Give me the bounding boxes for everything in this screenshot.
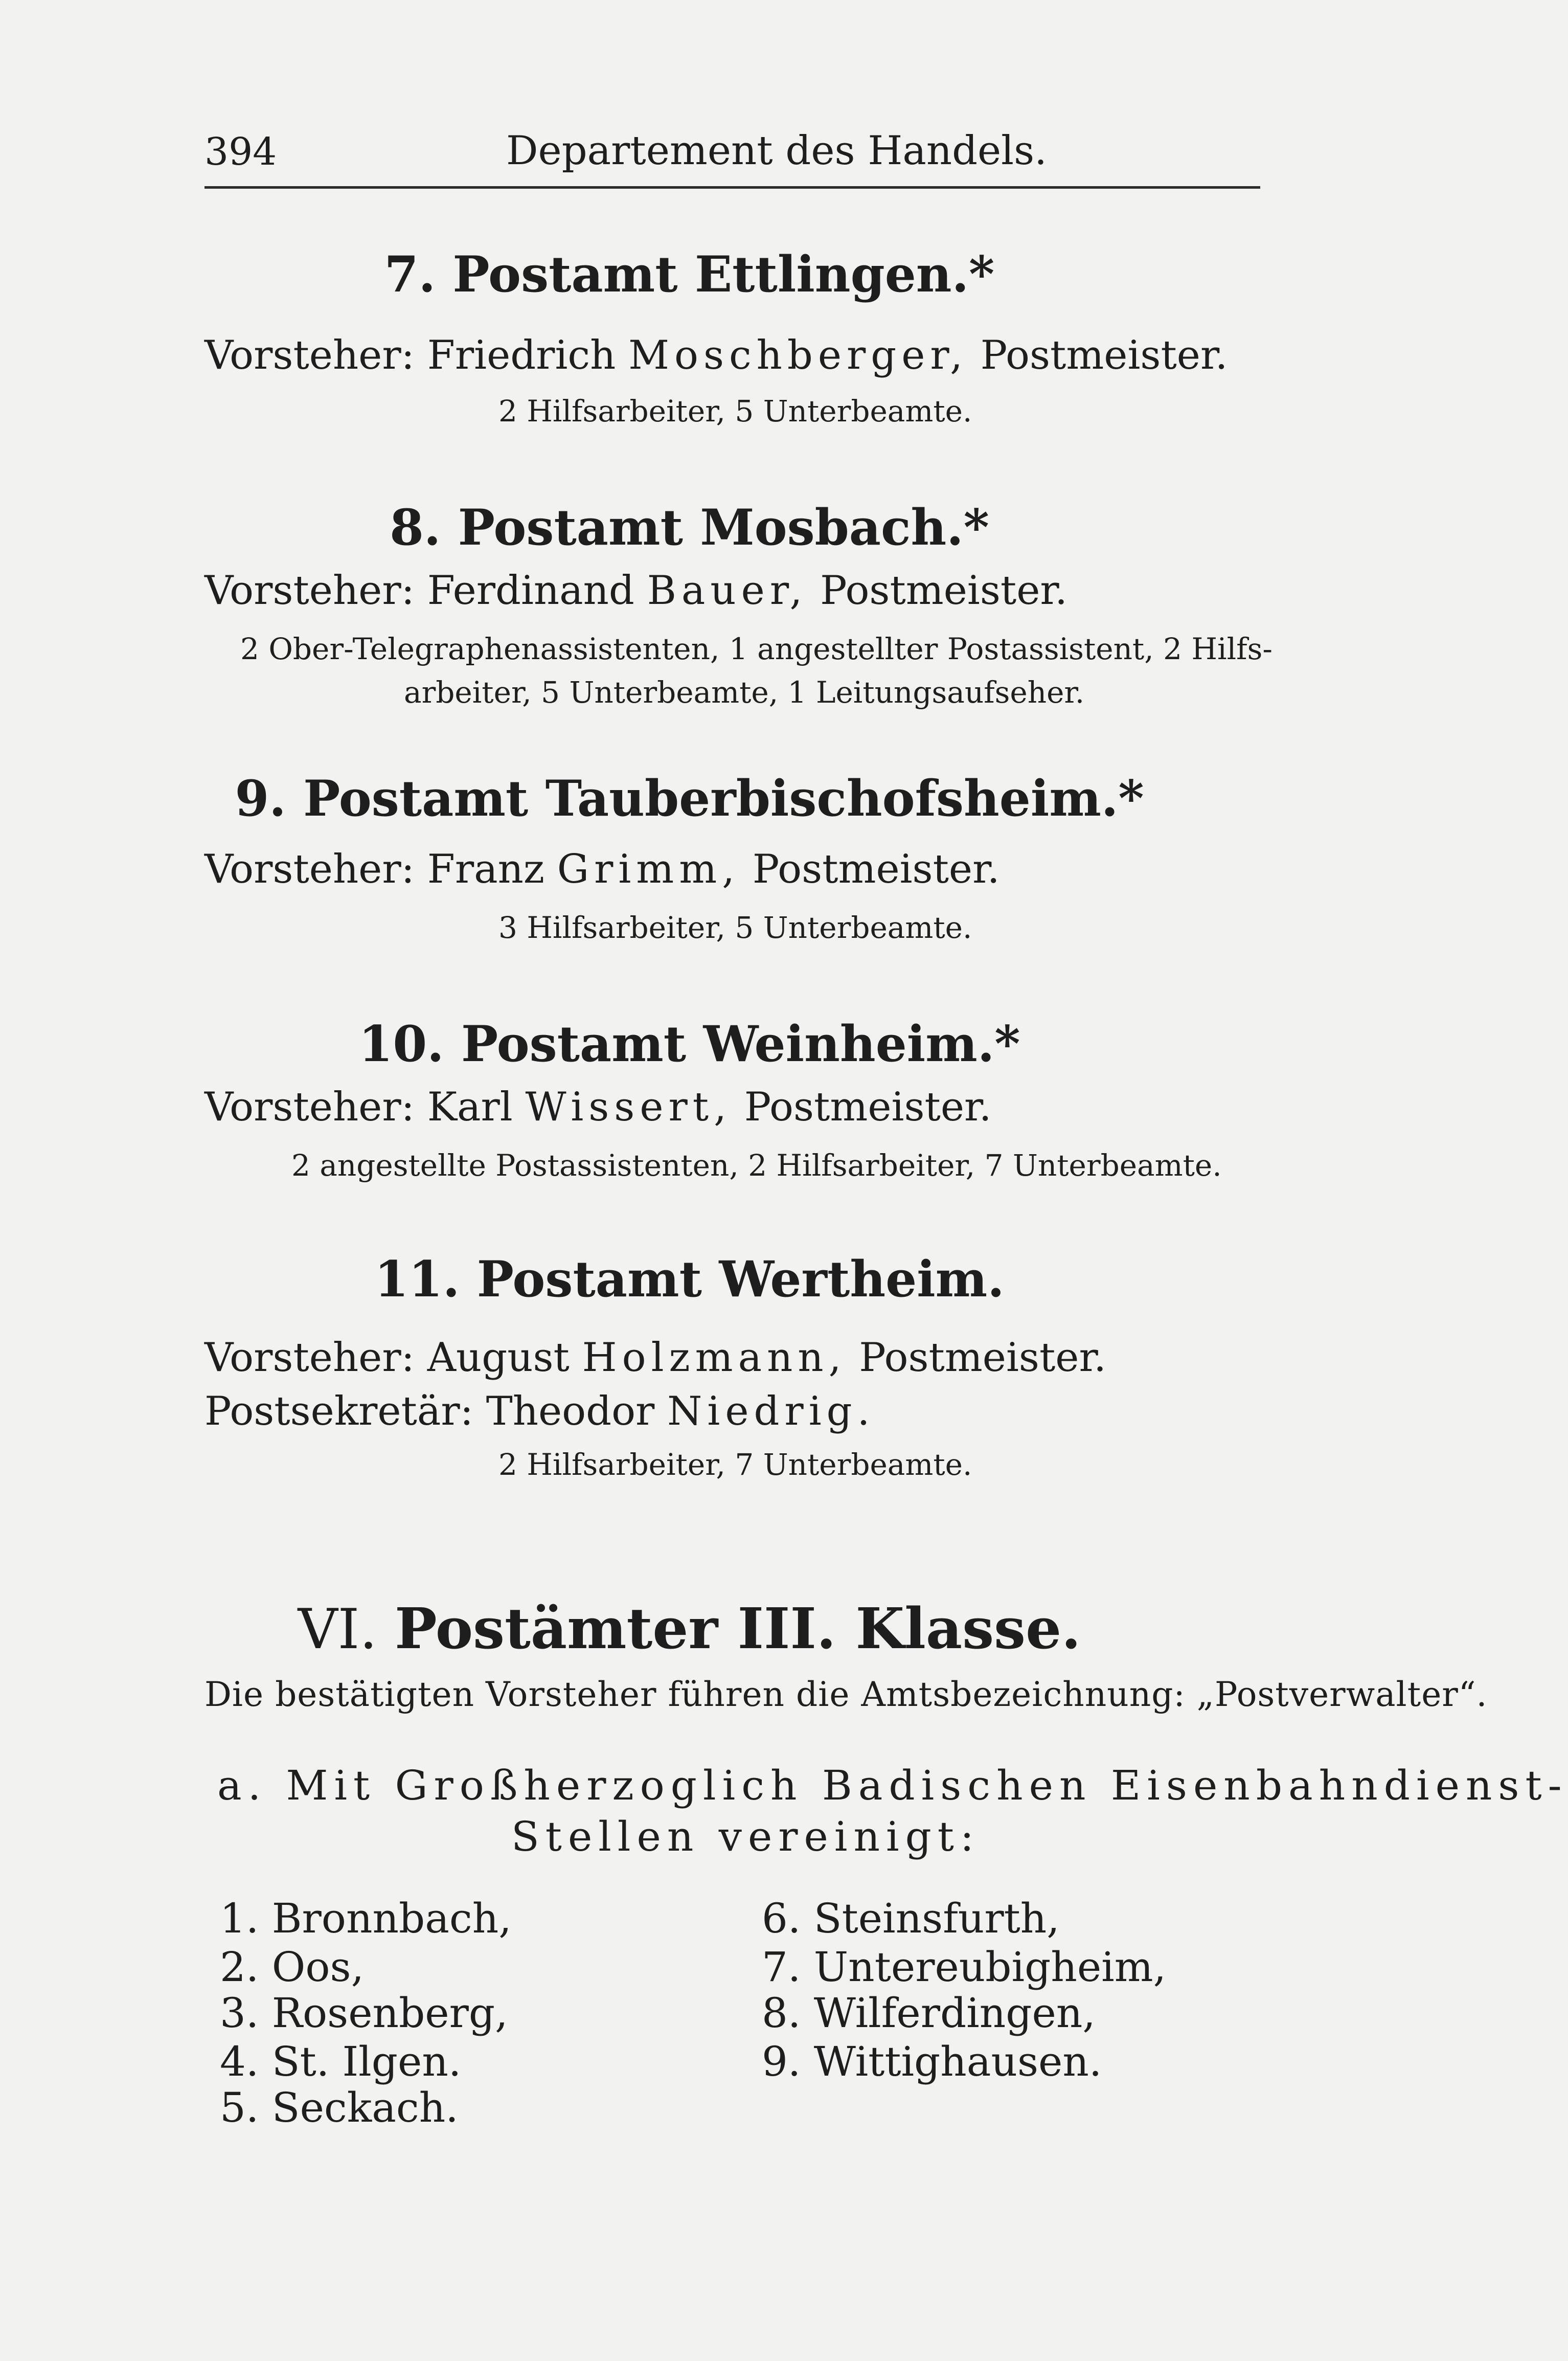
official-line — [204, 568, 1067, 614]
header-rule — [204, 186, 1260, 189]
official-role: Vorsteher: — [204, 846, 415, 892]
list-item: 3. Rosenberg, — [220, 1989, 508, 2037]
staff-line: 2 Hilfsarbeiter, 5 Unterbeamte. — [498, 394, 972, 429]
staff-line: 3 Hilfsarbeiter, 5 Unterbeamte. — [498, 910, 972, 945]
section-heading-tauberbischofsheim: 9. Postamt Tauberbischofsheim.* — [235, 770, 1144, 827]
class-heading — [0, 1595, 1379, 1661]
official-first-name: Franz — [427, 846, 544, 892]
class-note: Die bestätigten Vorsteher führen die Amtsbezeichnung: „Postverwalter“. — [204, 1675, 1488, 1714]
official-surname: Holzmann, — [582, 1335, 847, 1381]
official-first-name: Friedrich — [427, 332, 616, 378]
section-heading-ettlingen: 7. Postamt Ettlingen.* — [384, 245, 995, 303]
official-title: Postmeister. — [859, 1335, 1106, 1381]
section-heading-weinheim: 10. Postamt Weinheim.* — [358, 1015, 1020, 1073]
official-first-name: Theodor — [486, 1388, 655, 1434]
official-title: Postmeister. — [980, 332, 1228, 378]
staff-line: 2 Ober-Telegraphenassistenten, 1 angestellter Postassistent, 2 Hilfs- — [240, 632, 1272, 666]
page-number: 394 — [204, 130, 277, 174]
official-line — [204, 1084, 992, 1130]
staff-line: 2 Hilfsarbeiter, 7 Unterbeamte. — [498, 1447, 972, 1482]
list-item: 4. St. Ilgen. — [220, 2038, 462, 2085]
staff-line: arbeiter, 5 Unterbeamte, 1 Leitungsaufseher. — [404, 675, 1085, 710]
official-first-name: Karl — [427, 1084, 513, 1130]
official-surname: Moschberger, — [628, 332, 968, 378]
class-numeral: VI. — [298, 1598, 377, 1661]
section-heading-wertheim: 11. Postamt Wertheim. — [374, 1250, 1005, 1308]
official-surname: Bauer, — [647, 568, 808, 614]
official-line — [204, 846, 1000, 892]
list-item: 9. Wittighausen. — [762, 2038, 1102, 2085]
official-surname: Grimm, — [557, 846, 740, 892]
subsection-heading: a. Mit Großherzoglich Badischen Eisenbahndienst- — [217, 1762, 1568, 1809]
official-first-name: Ferdinand — [427, 568, 634, 614]
official-first-name: August — [427, 1335, 570, 1381]
running-title: Departement des Handels. — [506, 128, 1047, 174]
official-title: Postmeister. — [752, 846, 1000, 892]
list-item: 1. Bronnbach, — [220, 1895, 512, 1942]
running-head — [204, 123, 1258, 179]
official-surname: Wissert, — [525, 1084, 732, 1130]
official-role: Vorsteher: — [204, 1084, 415, 1130]
official-line — [204, 332, 1228, 378]
official-title: Postmeister. — [744, 1084, 992, 1130]
list-item: 5. Seckach. — [220, 2084, 459, 2131]
official-line — [204, 1388, 875, 1434]
list-item: 2. Oos, — [220, 1943, 364, 1991]
staff-line: 2 angestellte Postassistenten, 2 Hilfsarbeiter, 7 Unterbeamte. — [291, 1148, 1222, 1183]
official-surname: Niedrig. — [667, 1388, 875, 1434]
list-item: 6. Steinsfurth, — [762, 1895, 1060, 1942]
subsection-heading-continued: Stellen vereinigt: — [511, 1813, 980, 1860]
official-role: Vorsteher: — [204, 1335, 415, 1381]
official-role: Vorsteher: — [204, 332, 415, 378]
section-heading-mosbach: 8. Postamt Mosbach.* — [390, 499, 989, 556]
class-title: Postämter III. Klasse. — [395, 1595, 1081, 1661]
list-item: 7. Untereubigheim, — [762, 1943, 1167, 1991]
official-role: Postsekretär: — [204, 1388, 473, 1434]
official-line — [204, 1335, 1106, 1381]
official-role: Vorsteher: — [204, 568, 415, 614]
list-item: 8. Wilferdingen, — [762, 1989, 1096, 2037]
official-title: Postmeister. — [820, 568, 1067, 614]
